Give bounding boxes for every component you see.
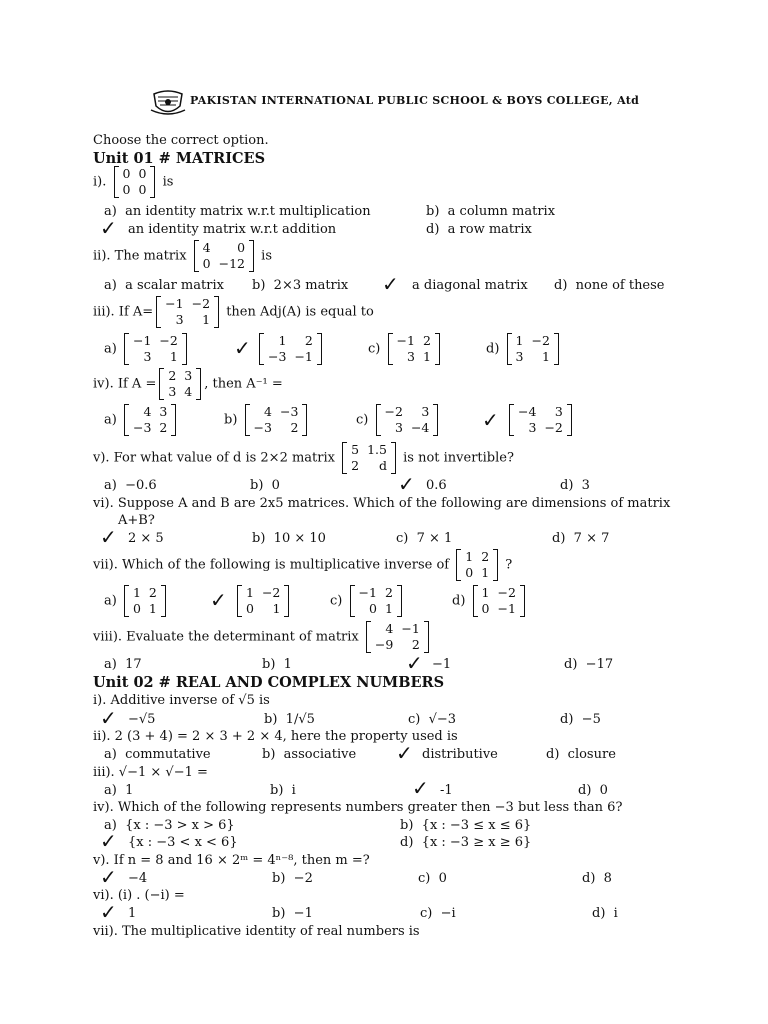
matrix-cell: 4 <box>385 621 394 636</box>
option-b[interactable]: b) a column matrix <box>426 204 556 219</box>
check-icon: ✓ <box>100 900 117 924</box>
matrix-cell: −1 <box>401 621 420 636</box>
option-b[interactable]: b) 10 × 10 <box>252 531 326 546</box>
option-b[interactable] <box>234 585 292 617</box>
matrix <box>342 442 396 474</box>
option-d[interactable]: d) closure <box>546 747 616 762</box>
question-u1-q7 <box>93 549 512 581</box>
option-b[interactable]: b) 1/√5 <box>264 712 315 727</box>
option-b[interactable]: b) −2 <box>272 871 313 886</box>
matrix-cell: 3 <box>528 420 537 435</box>
matrix-cell: d <box>378 458 387 473</box>
matrix-cell: 4 <box>264 404 272 419</box>
matrix-cell: −3 <box>253 420 272 435</box>
question-text: , then A⁻¹ = <box>204 376 283 392</box>
option-d[interactable]: d) 8 <box>582 871 612 886</box>
matrix <box>124 404 176 436</box>
matrix <box>159 368 201 400</box>
option-a[interactable]: a) a scalar matrix <box>104 278 224 293</box>
check-icon: ✓ <box>100 216 117 240</box>
matrix-cell: 5 <box>351 442 360 457</box>
question-u1-q3 <box>93 296 374 328</box>
question-text: iii). If A= <box>93 304 154 320</box>
option-c[interactable]: -1 <box>440 783 453 798</box>
question-u2-q4: iv). Which of the following represents numbers greater then −3 but less than 6? <box>93 800 623 815</box>
option-d[interactable]: d) 0 <box>578 783 608 798</box>
matrix-cell: 0 <box>138 182 147 197</box>
matrix <box>124 585 166 617</box>
option-b[interactable]: b) 0 <box>250 478 280 493</box>
option-d[interactable]: d) −17 <box>564 657 614 672</box>
question-u2-q3: iii). √−1 × √−1 = <box>93 765 208 780</box>
question-text: vii). Which of the following is multiplicative inverse of <box>93 557 450 573</box>
matrix <box>456 549 498 581</box>
matrix-cell: 2 <box>168 368 177 383</box>
option-c[interactable]: c) −2 3 3 −4 <box>356 404 441 436</box>
option-a[interactable]: a) 1 2 0 1 <box>104 585 169 617</box>
matrix-cell: 0 <box>122 166 131 181</box>
matrix-cell: 2 <box>148 585 157 600</box>
matrix <box>388 333 440 365</box>
matrix-cell: −3 <box>132 420 152 435</box>
matrix-cell: 1 <box>481 565 490 580</box>
check-icon: ✓ <box>398 472 415 496</box>
matrix-cell: 0 <box>132 601 141 616</box>
question-u1-q8 <box>93 621 432 653</box>
matrix-cell: 2 <box>384 585 393 600</box>
option-a[interactable]: 2 × 5 <box>128 531 164 546</box>
matrix-cell: 1 <box>246 585 254 600</box>
matrix <box>194 240 254 272</box>
option-a[interactable]: a) 4 3 −3 2 <box>104 404 179 436</box>
matrix-cell: 2 <box>481 549 490 564</box>
matrix <box>124 333 187 365</box>
option-d[interactable]: d) {x : −3 ≥ x ≥ 6} <box>400 835 532 850</box>
matrix-cell: 3 <box>143 349 152 364</box>
matrix <box>237 585 289 617</box>
matrix <box>366 621 429 653</box>
check-icon: ✓ <box>396 741 413 765</box>
option-d[interactable]: d) none of these <box>554 278 665 293</box>
matrix-cell: 1 <box>515 333 524 348</box>
check-icon: ✓ <box>100 865 117 889</box>
matrix-cell: 2 <box>290 420 299 435</box>
question-u1-q5 <box>93 442 514 474</box>
matrix-cell: 0 <box>237 240 246 255</box>
question-text: is <box>162 174 174 190</box>
page-header <box>0 88 768 118</box>
option-c[interactable]: −1 <box>432 657 452 672</box>
matrix-cell: 3 <box>406 349 415 364</box>
question-text: v). For what value of d is 2×2 matrix <box>93 450 335 466</box>
option-d[interactable] <box>506 404 575 436</box>
matrix-cell: 0 <box>202 256 211 271</box>
matrix-cell: −12 <box>218 256 246 271</box>
instruction: Choose the correct option. <box>93 133 269 148</box>
school-crest-icon <box>150 90 186 116</box>
matrix <box>156 296 219 328</box>
question-text: then Adj(A) is equal to <box>226 304 374 320</box>
check-icon: ✓ <box>234 336 251 360</box>
matrix-cell: −2 <box>159 333 178 348</box>
matrix-cell: 1 <box>272 601 281 616</box>
option-c[interactable]: c) −1 2 3 1 <box>368 333 443 365</box>
question-u2-q2: ii). 2 (3 + 4) = 2 × 3 + 2 × 4, here the property used is <box>93 729 458 744</box>
option-a[interactable]: a) −0.6 <box>104 478 157 493</box>
matrix-cell: 3 <box>175 312 184 327</box>
check-icon: ✓ <box>482 408 499 432</box>
option-c[interactable]: a diagonal matrix <box>412 278 528 293</box>
matrix-cell: 0 <box>481 601 490 616</box>
question-u2-q5: v). If n = 8 and 16 × 2ᵐ = 4ⁿ⁻⁸, then m =? <box>93 853 370 868</box>
matrix-cell: −2 <box>384 404 403 419</box>
matrix-cell: −2 <box>497 585 516 600</box>
question-text: viii). Evaluate the determinant of matrix <box>93 629 359 645</box>
option-c[interactable]: c) −1 2 0 1 <box>330 585 405 617</box>
matrix-cell: 1 <box>422 349 431 364</box>
matrix <box>509 404 572 436</box>
matrix-cell: 2 <box>304 333 313 348</box>
matrix-cell: 0 <box>138 166 147 181</box>
option-d[interactable]: d) 1 −2 0 −1 <box>452 585 528 617</box>
matrix-cell: 3 <box>394 420 403 435</box>
option-b[interactable]: b) 1 <box>262 657 292 672</box>
option-b[interactable]: b) 4 −3 −3 2 <box>224 404 310 436</box>
matrix-cell: −2 <box>531 333 550 348</box>
matrix-cell: −1 <box>358 585 377 600</box>
question-text: ? <box>505 557 513 573</box>
option-b[interactable]: b) i <box>270 783 296 798</box>
option-a[interactable]: −√5 <box>128 712 156 727</box>
matrix-cell: 1 <box>132 585 141 600</box>
option-c[interactable]: 0.6 <box>426 478 447 493</box>
matrix-cell: 1 <box>169 349 178 364</box>
matrix-cell: 4 <box>184 384 193 399</box>
matrix-cell: 3 <box>515 349 524 364</box>
check-icon: ✓ <box>210 588 227 612</box>
matrix-cell: 0 <box>122 182 131 197</box>
option-d[interactable]: d) 3 <box>560 478 590 493</box>
check-icon: ✓ <box>382 272 399 296</box>
option-d[interactable]: d) i <box>592 906 618 921</box>
matrix-cell: −9 <box>374 637 394 652</box>
matrix <box>376 404 439 436</box>
unit-2-title: Unit 02 # REAL AND COMPLEX NUMBERS <box>93 674 445 691</box>
option-a[interactable]: a) 17 <box>104 657 142 672</box>
matrix <box>245 404 308 436</box>
option-d[interactable]: d) 7 × 7 <box>552 531 610 546</box>
question-text: is not invertible? <box>403 450 514 466</box>
check-icon: ✓ <box>100 829 117 853</box>
matrix-cell: −1 <box>165 296 184 311</box>
question-u1-q4 <box>93 368 283 400</box>
option-b[interactable]: b) associative <box>262 747 357 762</box>
matrix-cell: 1 <box>481 585 490 600</box>
question-u1-q2 <box>93 240 272 272</box>
matrix-cell: −2 <box>544 420 563 435</box>
option-b[interactable]: b) −1 <box>272 906 313 921</box>
matrix <box>350 585 402 617</box>
matrix-cell: 2 <box>159 420 168 435</box>
option-a[interactable]: −4 <box>128 871 148 886</box>
question-u1-q1 <box>93 166 173 198</box>
question-u1-q6: vi). Suppose A and B are 2x5 matrices. Which of the following are dimensions of matrix <box>93 496 671 511</box>
matrix-cell: 1 <box>202 312 211 327</box>
matrix-cell: 1.5 <box>367 442 387 457</box>
question-u2-q7: vii). The multiplicative identity of real numbers is <box>93 924 420 939</box>
matrix-cell: 3 <box>168 384 177 399</box>
matrix-cell: −1 <box>396 333 415 348</box>
matrix-cell: 0 <box>368 601 377 616</box>
option-a[interactable]: a) an identity matrix w.r.t multiplication <box>104 204 371 219</box>
option-c[interactable]: an identity matrix w.r.t addition <box>128 222 337 237</box>
matrix-cell: 2 <box>422 333 431 348</box>
matrix-cell: 3 <box>184 368 193 383</box>
matrix-cell: 4 <box>202 240 211 255</box>
matrix-cell: 1 <box>278 333 287 348</box>
option-a[interactable]: a) {x : −3 > x > 6} <box>104 818 235 833</box>
matrix-cell: 2 <box>351 458 360 473</box>
matrix-cell: 3 <box>554 404 563 419</box>
matrix-cell: 2 <box>411 637 420 652</box>
matrix-cell: 0 <box>246 601 254 616</box>
check-icon: ✓ <box>100 706 117 730</box>
option-a[interactable]: a) commutative <box>104 747 211 762</box>
option-c[interactable]: c) 0 <box>418 871 447 886</box>
option-c[interactable]: c) −i <box>420 906 456 921</box>
check-icon: ✓ <box>412 776 429 800</box>
matrix-cell: 3 <box>421 404 430 419</box>
option-a[interactable]: a) −1 −2 3 1 <box>104 333 190 365</box>
matrix <box>259 333 322 365</box>
option-c[interactable]: c) √−3 <box>408 712 457 727</box>
option-b[interactable] <box>256 333 325 365</box>
matrix-cell: 1 <box>541 349 550 364</box>
matrix-cell: −1 <box>132 333 152 348</box>
matrix-cell: 1 <box>148 601 157 616</box>
matrix-cell: 1 <box>465 549 474 564</box>
question-text: iv). If A = <box>93 376 157 392</box>
option-b[interactable]: b) 2×3 matrix <box>252 278 349 293</box>
option-a[interactable]: a) 1 <box>104 783 134 798</box>
check-icon: ✓ <box>406 651 423 675</box>
matrix-cell: −1 <box>497 601 516 616</box>
option-b[interactable]: b) {x : −3 ≤ x ≤ 6} <box>400 818 532 833</box>
matrix-cell: −2 <box>261 585 281 600</box>
option-c[interactable]: {x : −3 < x < 6} <box>128 835 238 850</box>
question-u2-q1: i). Additive inverse of √5 is <box>93 693 270 708</box>
matrix-cell: 4 <box>143 404 152 419</box>
matrix-cell: −2 <box>191 296 211 311</box>
check-icon: ✓ <box>100 525 117 549</box>
option-c[interactable]: c) 7 × 1 <box>396 531 453 546</box>
matrix <box>473 585 525 617</box>
question-u2-q6: vi). (i) . (−i) = <box>93 888 185 903</box>
matrix <box>114 166 156 198</box>
matrix-cell: 3 <box>159 404 168 419</box>
matrix <box>507 333 559 365</box>
matrix-cell: 1 <box>384 601 393 616</box>
question-text: ii). The matrix <box>93 248 187 264</box>
matrix-cell: 0 <box>465 565 474 580</box>
option-a[interactable]: 1 <box>128 906 137 921</box>
matrix-cell: −3 <box>279 404 299 419</box>
question-u1-q6-line2: A+B? <box>118 513 155 528</box>
option-d[interactable]: d) 1 −2 3 1 <box>486 333 562 365</box>
question-text: i). <box>93 174 107 190</box>
matrix-cell: −4 <box>410 420 430 435</box>
matrix-cell: −3 <box>268 349 287 364</box>
option-c[interactable]: distributive <box>422 747 498 762</box>
option-d[interactable]: d) a row matrix <box>426 222 532 237</box>
school-name: PAKISTAN INTERNATIONAL PUBLIC SCHOOL & BOYS COLLEGE, Atd <box>190 94 640 107</box>
option-d[interactable]: d) −5 <box>560 712 601 727</box>
matrix-cell: −1 <box>294 349 313 364</box>
question-text: is <box>261 248 272 264</box>
unit-1-title: Unit 01 # MATRICES <box>93 150 266 167</box>
matrix-cell: −4 <box>518 404 537 419</box>
